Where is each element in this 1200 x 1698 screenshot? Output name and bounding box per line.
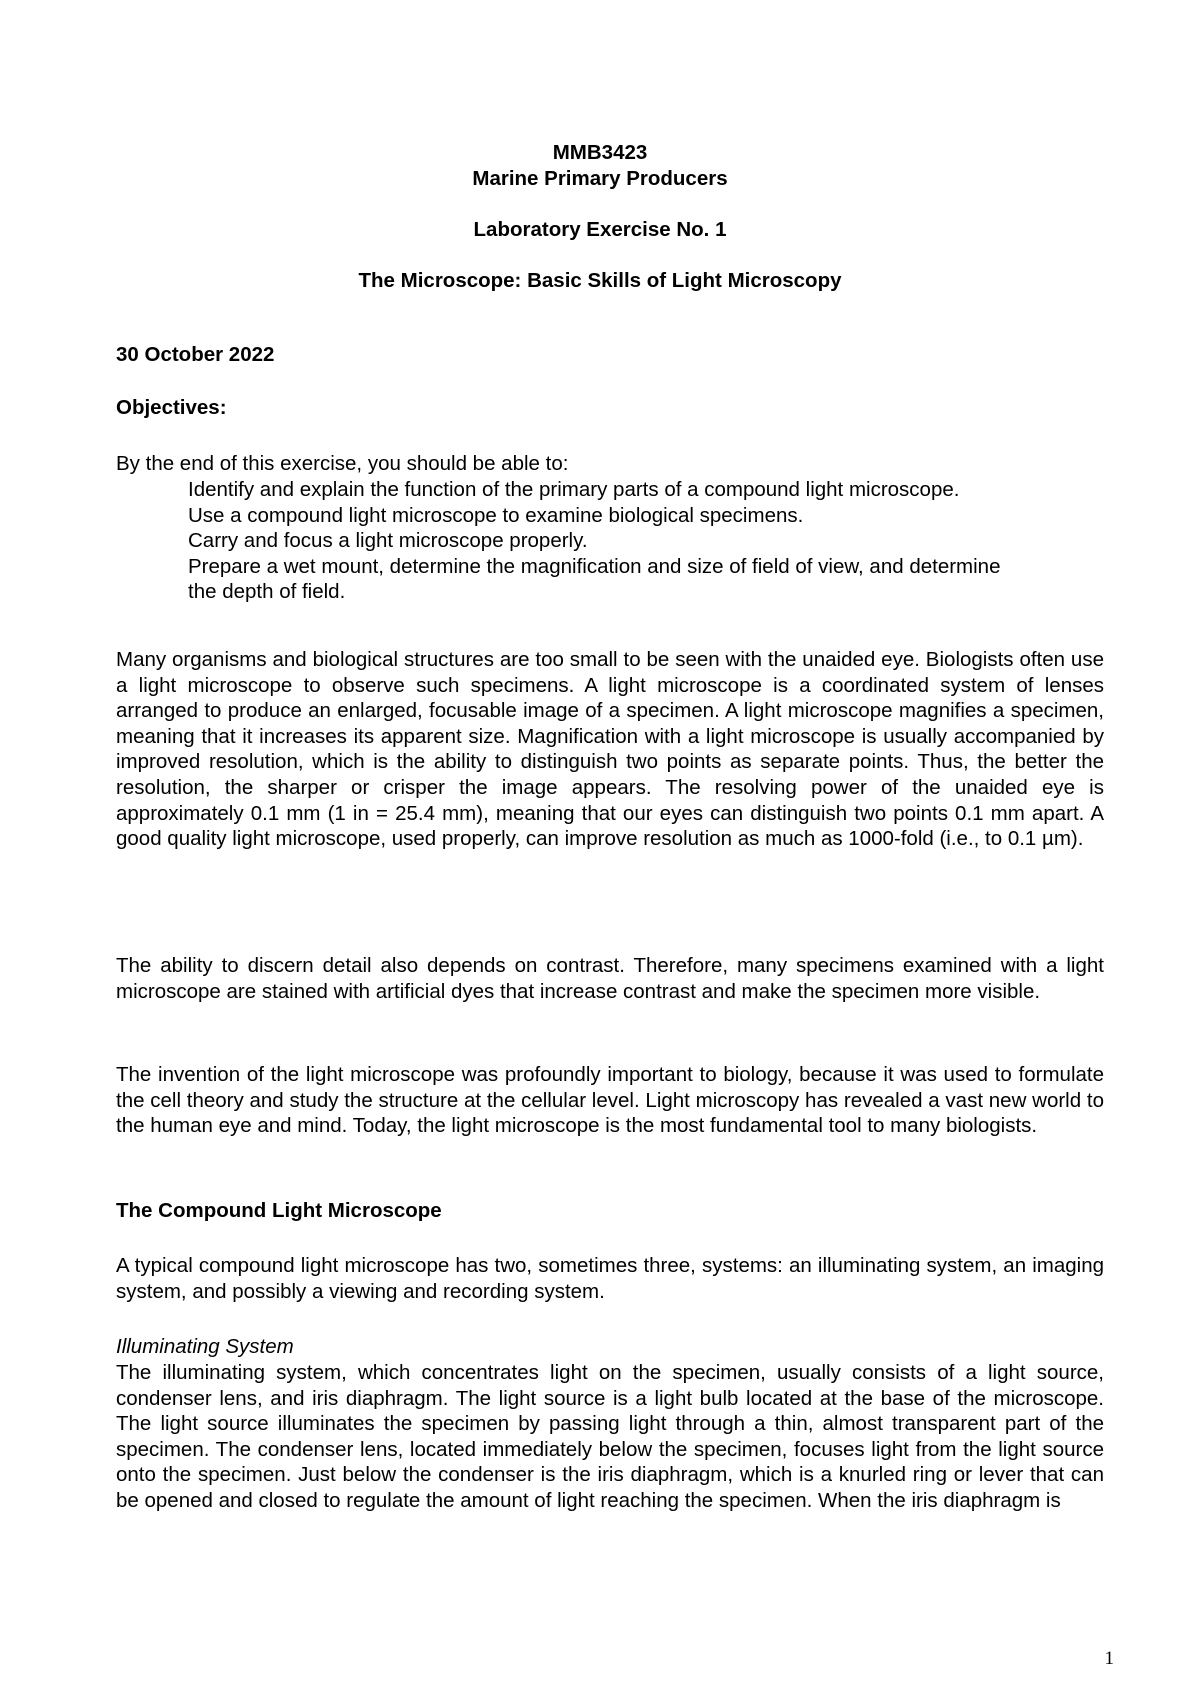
page-number: 1 bbox=[1104, 1648, 1114, 1669]
objective-item: Prepare a wet mount, determine the magnification and size of field of view, and determine the depth of field. bbox=[188, 554, 1001, 604]
objective-item: Use a compound light microscope to examine biological specimens. bbox=[188, 503, 804, 527]
document-header bbox=[100, 140, 1100, 294]
course-code: MMB3423 bbox=[552, 141, 648, 164]
section-intro: A typical compound light microscope has two, sometimes three, systems: an illuminating system, an imaging system, and possibly a viewing and recording system. bbox=[116, 1254, 1104, 1303]
objectives-intro: By the end of this exercise, you should be able to: bbox=[116, 452, 569, 475]
exercise-title: The Microscope: Basic Skills of Light Microscopy bbox=[358, 268, 842, 292]
exercise-number: Laboratory Exercise No. 1 bbox=[473, 217, 727, 241]
paragraph-invention: The invention of the light microscope was profoundly important to biology, because it was used to formulate the cell theory and study the structure at the cellular level. Light microscopy has revealed a vast new world to the human eye and mind. Today, the light microscope is the most fundamental tool to many biologists. bbox=[116, 1063, 1104, 1138]
section-heading: The Compound Light Microscope bbox=[116, 1199, 442, 1222]
course-title: Marine Primary Producers bbox=[472, 166, 728, 190]
paragraph-contrast: The ability to discern detail also depends on contrast. Therefore, many specimens examined with a light microscope are stained with artificial dyes that increase contrast and make the specimen more visible. bbox=[116, 954, 1104, 1003]
objective-item: Carry and focus a light microscope properly. bbox=[188, 529, 588, 553]
paragraph-illuminating-system: The illuminating system, which concentrates light on the specimen, usually consists of a light source, condenser lens, and iris diaphragm. The light source is a light bulb located at the base of the microscope. The light source illuminates the specimen by passing light through a thin, almost transparent part of the specimen. The condenser lens, located immediately below the specimen, focuses light from the light source onto the specimen. Just below the condenser is the iris diaphragm, which is a knurled ring or lever that can be opened and closed to regulate the amount of light reaching the specimen. When the iris diaphragm is bbox=[116, 1361, 1104, 1512]
objectives-heading: Objectives: bbox=[116, 396, 227, 419]
objectives-list bbox=[188, 477, 1088, 605]
paragraph-resolution: Many organisms and biological structures are too small to be seen with the unaided eye. Biologists often use a light microscope to observe such specimens. A light microscope is a coordinated system of lenses arranged to produce an enlarged, focusable image of a specimen. A light microscope magnifies a specimen, meaning that it increases its apparent size. Magnification with a light microscope is usually accompanied by improved resolution, which is the ability to distinguish two points as separate points. Thus, the better the resolution, the sharper or crisper the image appears. The resolving power of the unaided eye is approximately 0.1 mm (1 in = 25.4 mm), meaning that our eyes can distinguish two points 0.1 mm apart. A good quality light microscope, used properly, can improve resolution as much as 1000-fold (i.e., to 0.1 µm). bbox=[116, 648, 1104, 851]
objective-item: Identify and explain the function of the primary parts of a compound light microscope. bbox=[188, 478, 960, 501]
subsection-heading: Illuminating System bbox=[116, 1335, 294, 1358]
document-date: 30 October 2022 bbox=[116, 343, 275, 366]
